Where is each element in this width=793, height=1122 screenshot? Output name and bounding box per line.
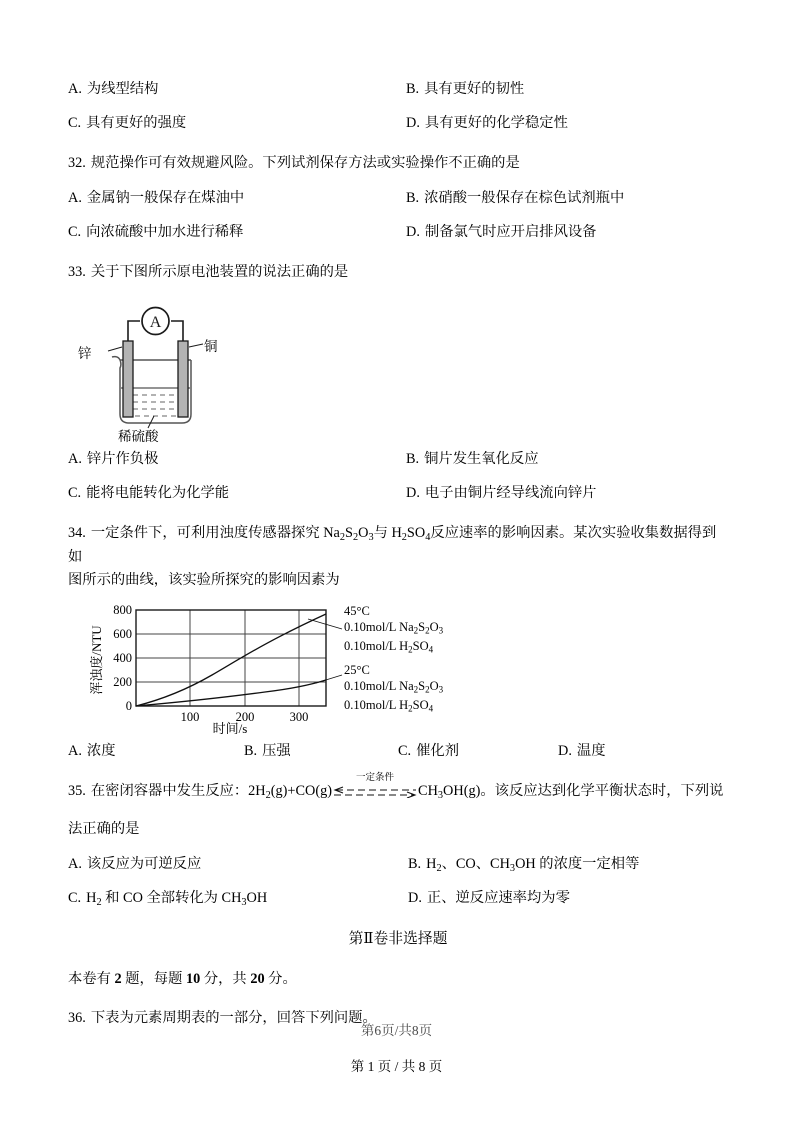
option-text-post: OH (246, 890, 268, 907)
sub-h2: 2 (401, 531, 407, 543)
note-per-question-score: 10 (185, 971, 201, 988)
stem-part-post1: CH (418, 782, 438, 799)
option-a-q32[interactable] (68, 187, 244, 207)
option-label: B. (406, 81, 420, 97)
option-text: 锌片作负极 (86, 450, 159, 467)
question-34-stem (68, 522, 728, 569)
legend-entry-45c (344, 603, 443, 656)
question-35-options-row-2 (68, 887, 728, 921)
option-c-q33[interactable] (68, 482, 229, 502)
stem-part-5: SO (406, 524, 426, 541)
electrode-label-copper: 铜 (204, 338, 218, 354)
electrode-label-zinc: 锌 (78, 345, 92, 361)
y-tick-400: 400 (113, 650, 132, 665)
sub: 2 (408, 644, 413, 655)
section-note (68, 968, 728, 991)
option-a-q35[interactable] (68, 853, 201, 873)
question-text-line2: 图所示的曲线，该实验所探究的影响因素为 (68, 571, 340, 588)
option-a-q31[interactable] (68, 78, 158, 98)
sub: 3 (241, 896, 247, 908)
option-text: 催化剂 (416, 742, 460, 759)
option-text: 电子由铜片经导线流向锌片 (424, 484, 597, 501)
option-label: D. (406, 484, 420, 501)
legend-reagent-h2so4-25c (344, 697, 443, 715)
note-pre: 本卷有 (68, 971, 115, 988)
sub-s2: 2 (352, 531, 359, 543)
question-number: 34. (68, 524, 86, 541)
option-b-q34[interactable] (244, 740, 291, 760)
footer-page-indicator: 第 1 页 / 共 8 页 (350, 1059, 443, 1074)
question-text: 关于下图所示原电池装置的说法正确的是 (90, 263, 349, 280)
option-label: D. (406, 115, 420, 131)
question-35-stem-line2 (68, 818, 728, 841)
option-b-q32[interactable] (406, 187, 624, 207)
option-label: C. (68, 890, 82, 907)
option-text-pre: H (426, 856, 437, 873)
y-tick-800: 800 (113, 602, 132, 617)
note-mid2: 分，共 (200, 971, 251, 988)
question-number: 32. (68, 155, 86, 171)
sub: 2 (96, 896, 102, 908)
sub: 4 (428, 644, 434, 655)
equilibrium-arrow-icon (332, 786, 418, 798)
stem-part-2: S (345, 524, 353, 541)
question-35-stem (68, 773, 728, 804)
question-number: 33. (68, 263, 86, 280)
option-text: 浓硝酸一般保存在棕色试剂瓶中 (424, 189, 625, 206)
question-33-stem (68, 261, 728, 284)
option-label: C. (68, 484, 82, 501)
sub: 2 (408, 703, 413, 714)
option-label: A. (68, 742, 82, 759)
option-text: 制备氯气时应开启排风设备 (424, 223, 597, 240)
legend-text: 0.10mol/L H (344, 697, 409, 712)
option-text-post: OH 的浓度一定相等 (515, 856, 640, 873)
sub-o4: 4 (425, 531, 431, 543)
question-number: 36. (68, 1009, 86, 1026)
option-text: 该反应为可逆反应 (86, 856, 202, 873)
question-33-options-row-2 (68, 482, 728, 516)
section-header: 第Ⅱ卷非选择题 (348, 931, 448, 948)
note-mid1: 题，每题 (121, 971, 186, 988)
option-label: A. (68, 856, 82, 873)
question-text-line1 (68, 525, 716, 565)
sub-h2: 2 (265, 789, 271, 801)
option-d-q35[interactable] (408, 887, 570, 907)
question-31-options-row-2 (68, 112, 728, 146)
legend-reagent-na2s2o3-45c (344, 619, 443, 637)
option-text: 向浓硫酸中加水进行稀释 (86, 223, 244, 240)
option-text: 压强 (262, 742, 291, 759)
question-text: 下表为元素周期表的一部分，回答下列问题。 (90, 1009, 377, 1026)
option-text: 为线型结构 (86, 81, 159, 97)
sub: 4 (428, 703, 434, 714)
option-text: 具有更好的韧性 (424, 81, 525, 97)
legend-text: S (418, 679, 426, 694)
legend-entry-25c (344, 662, 443, 715)
sub: 3 (438, 625, 444, 636)
question-text: 规范操作可有效规避风险。下列试剂保存方法或实验操作不正确的是 (90, 155, 520, 171)
sub: 3 (509, 862, 516, 874)
option-d-q31[interactable] (406, 112, 568, 132)
option-b-q31[interactable] (406, 78, 524, 98)
option-label: D. (406, 223, 420, 240)
question-31-options-row-1 (68, 78, 728, 112)
legend-text: O (429, 679, 439, 694)
option-d-q34[interactable] (558, 740, 606, 760)
question-32-options-row-1 (68, 187, 728, 221)
legend-reagent-h2so4-45c (344, 638, 443, 656)
option-text: 能将电能转化为化学能 (86, 484, 230, 501)
option-label: A. (68, 81, 82, 97)
option-text: 浓度 (86, 742, 116, 759)
option-label: C. (68, 115, 82, 131)
sub-o3: 3 (368, 531, 374, 543)
option-label: C. (398, 742, 412, 759)
legend-text: 0.10mol/L Na (344, 679, 414, 694)
option-c-q31[interactable] (68, 112, 186, 132)
option-c-q34[interactable] (398, 740, 459, 760)
x-tick-200: 200 (235, 709, 255, 724)
turbidity-chart-figure (90, 602, 650, 734)
option-text-mid: 、CO、CH (441, 856, 510, 873)
question-number: 35. (68, 782, 86, 799)
ammeter-label-text: A (149, 313, 162, 331)
sub-ch3: 3 (437, 789, 444, 801)
option-a-q34[interactable] (68, 740, 116, 760)
option-label: C. (68, 223, 82, 240)
option-b-q33[interactable] (406, 448, 539, 468)
sub: 2 (413, 684, 419, 695)
legend-text: O (429, 620, 439, 635)
legend-text: 0.10mol/L H (344, 638, 409, 653)
option-text: 正、逆反应速率均为零 (426, 890, 570, 907)
stem-part-1: 一定条件下，可利用浊度传感器探究 Na (90, 524, 340, 541)
note-post: 分。 (264, 971, 297, 988)
question-32-stem (68, 152, 728, 175)
page-content (68, 78, 728, 1030)
note-question-count: 2 (114, 971, 122, 988)
reaction-condition-label: 一定条件 (356, 773, 395, 784)
stem-part-3: O (358, 524, 369, 541)
legend-text: S (418, 620, 426, 635)
option-text: 金属钠一般保存在煤油中 (86, 189, 245, 206)
option-c-q35[interactable] (68, 887, 267, 908)
legend-temp-45c: 45°C (344, 603, 370, 618)
sub: 2 (436, 862, 442, 874)
option-b-q35[interactable] (408, 853, 639, 874)
option-c-q32[interactable] (68, 221, 243, 241)
stem-part-4: 与 H (373, 524, 402, 541)
note-total-score: 20 (250, 971, 265, 988)
x-tick-300: 300 (289, 709, 309, 724)
legend-text: 0.10mol/L Na (344, 620, 414, 635)
galvanic-cell-figure (78, 294, 298, 442)
x-axis-title: 时间/s (212, 720, 248, 734)
question-34-stem-line2 (68, 569, 728, 592)
question-32-options-row-2 (68, 221, 728, 255)
x-tick-100: 100 (180, 709, 200, 724)
option-text-mid: 和 CO 全部转化为 CH (101, 890, 242, 907)
option-label: A. (68, 189, 82, 206)
option-label: D. (558, 742, 572, 759)
question-text-line2: 法正确的是 (68, 821, 140, 838)
option-label: D. (408, 890, 422, 907)
option-label: B. (406, 189, 420, 206)
option-label: B. (406, 450, 420, 467)
sub: 3 (438, 684, 444, 695)
option-text: 具有更好的化学稳定性 (424, 115, 568, 131)
option-label: B. (244, 742, 258, 759)
galvanic-cell-svg (78, 294, 298, 442)
legend-text: SO (412, 697, 429, 712)
y-tick-200: 200 (113, 674, 132, 689)
sub: 2 (425, 684, 430, 695)
option-a-q33[interactable] (68, 448, 158, 468)
option-text: 温度 (576, 742, 606, 759)
option-d-q33[interactable] (406, 482, 596, 502)
y-tick-600: 600 (113, 626, 132, 641)
sub-na2: 2 (339, 531, 346, 543)
footer-page-indicator-original: 第6页/共8页 (360, 1023, 433, 1038)
y-axis-title: 浑浊度/NTU (90, 625, 104, 695)
y-tick-0: 0 (125, 698, 132, 713)
option-text-pre: H (86, 890, 97, 907)
reversible-reaction-arrow (332, 773, 418, 798)
sub: 2 (425, 625, 430, 636)
stem-part-mid: (g)+CO(g) (270, 782, 333, 799)
stem-part-pre: 在密闭容器中发生反应：2H (90, 782, 266, 799)
question-33-options-row-1 (68, 448, 728, 482)
question-34-options-row (68, 740, 728, 774)
option-text: 具有更好的强度 (86, 115, 187, 131)
option-label: A. (68, 450, 82, 467)
option-d-q32[interactable] (406, 221, 596, 241)
option-label: B. (408, 856, 422, 873)
legend-reagent-na2s2o3-25c (344, 678, 443, 696)
option-text: 铜片发生氧化反应 (424, 450, 539, 467)
legend-temp-25c: 25°C (344, 662, 370, 677)
solution-label: 稀硫酸 (118, 428, 159, 444)
question-35-options-row-1 (68, 853, 728, 887)
legend-text: SO (412, 638, 429, 653)
sub: 2 (413, 625, 419, 636)
stem-part-6: 反应速率的影响因素。某次实验收集数据得到如 (68, 524, 717, 566)
stem-part-post2: OH(g)。该反应达到化学平衡状态时，下列说 (443, 782, 724, 799)
